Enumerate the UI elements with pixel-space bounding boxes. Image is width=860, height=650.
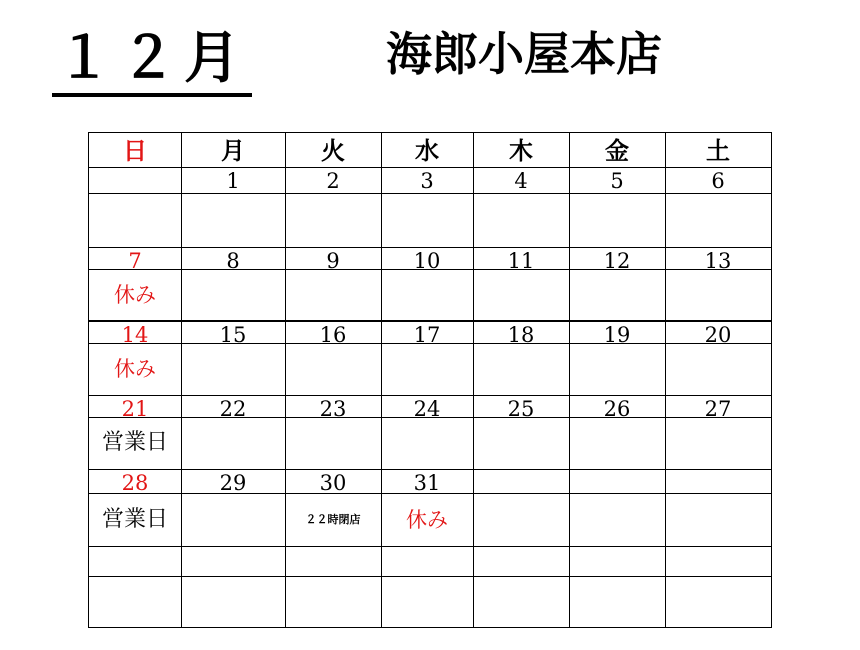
grid-vline	[569, 133, 570, 627]
grid-hline	[89, 469, 771, 470]
weekday-header: 金	[605, 137, 629, 165]
weekday-header: 月	[221, 137, 245, 165]
date-number: 19	[603, 323, 631, 343]
grid-hline	[89, 546, 771, 547]
date-number: 5	[610, 169, 624, 193]
date-number: 23	[319, 397, 347, 417]
date-number: 31	[413, 471, 441, 493]
date-number: 26	[603, 397, 631, 417]
grid-vline	[381, 133, 382, 627]
weekday-header: 木	[509, 137, 533, 165]
weekday-header: 火	[321, 137, 345, 165]
date-number: 17	[413, 323, 441, 343]
grid-vline	[181, 133, 182, 627]
grid-hline	[89, 320, 771, 322]
date-number: 9	[326, 249, 340, 269]
date-number: 1	[226, 169, 240, 193]
grid-hline	[89, 493, 771, 494]
date-number: 11	[507, 249, 535, 269]
weekday-header: 水	[415, 137, 439, 165]
day-note: 休み	[114, 283, 156, 307]
calendar-grid	[88, 132, 772, 628]
date-number: 8	[226, 249, 240, 269]
date-number: 27	[704, 397, 732, 417]
date-number: 13	[704, 249, 732, 269]
date-number: 12	[603, 249, 631, 269]
weekday-header: 日	[123, 137, 147, 165]
date-number: 22	[219, 397, 247, 417]
grid-hline	[89, 269, 771, 270]
date-number: 4	[514, 169, 528, 193]
day-note: 休み	[114, 357, 156, 381]
date-number: 24	[413, 397, 441, 417]
date-number: 10	[413, 249, 441, 269]
date-number: 28	[121, 471, 149, 493]
day-note: 営業日	[101, 507, 168, 532]
grid-hline	[89, 417, 771, 418]
date-number: 7	[128, 249, 142, 269]
date-number: 29	[219, 471, 247, 493]
grid-vline	[665, 133, 666, 627]
grid-hline	[89, 343, 771, 344]
date-number: 3	[420, 169, 434, 193]
date-number: 30	[319, 471, 347, 493]
date-number: 2	[326, 169, 340, 193]
grid-hline	[89, 576, 771, 577]
grid-vline	[473, 133, 474, 627]
weekday-header: 土	[706, 137, 730, 165]
date-number: 21	[121, 397, 149, 417]
day-note: ２２時閉店	[305, 513, 361, 526]
month-underline	[52, 93, 252, 97]
grid-vline	[285, 133, 286, 627]
date-number: 16	[319, 323, 347, 343]
month-title: １２月	[56, 26, 248, 91]
date-number: 18	[507, 323, 535, 343]
day-note: 休み	[406, 508, 448, 532]
grid-hline	[89, 247, 771, 248]
date-number: 14	[121, 323, 149, 343]
date-number: 20	[704, 323, 732, 343]
grid-hline	[89, 193, 771, 194]
store-name: 海郎小屋本店	[386, 27, 662, 81]
date-number: 15	[219, 323, 247, 343]
day-note: 営業日	[101, 430, 168, 455]
date-number: 25	[507, 397, 535, 417]
date-number: 6	[711, 169, 725, 193]
grid-hline	[89, 395, 771, 396]
grid-hline	[89, 167, 771, 168]
